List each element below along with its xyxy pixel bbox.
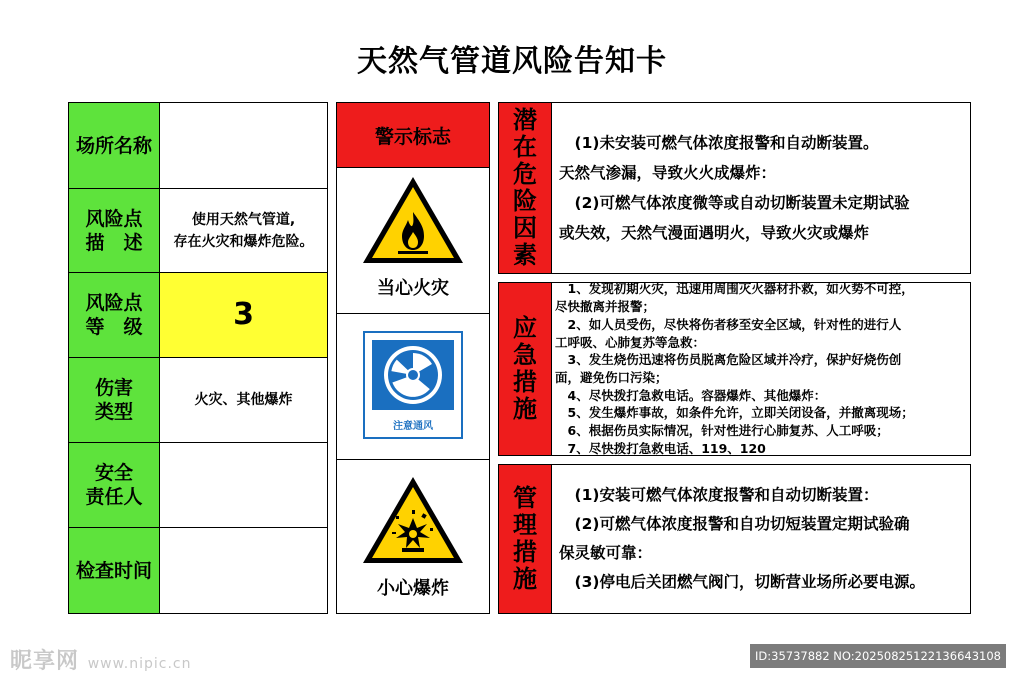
injury-type-value: 火灾、其他爆炸 bbox=[194, 392, 293, 408]
hazard-factors-header: 潜在危险因素 bbox=[499, 103, 552, 273]
management-measures-body: (1)安装可燃气体浓度报警和自动切断装置： (2)可燃气体浓度报警和自功切短装置定期试验确 保灵敏可靠： (3)停电后关团燃气阀门，切断营业场所必要电源。 bbox=[559, 486, 925, 591]
sign-label: 注意通风 bbox=[393, 421, 433, 432]
row-label: 检查时间 bbox=[69, 528, 160, 613]
row-label: 安全 责任人 bbox=[69, 443, 160, 527]
hazard-factors-body: (1)未安装可燃气体浓度报警和自动断装置。 天然气渗漏，导致火火成爆炸： (2)可燃气体浓度微等或自动切断装置未定期试验 或失效，天然气漫面遇明火，导致火灾或爆炸 bbox=[559, 134, 910, 242]
risk-info-table bbox=[68, 102, 328, 614]
table-row-risk-level bbox=[69, 273, 327, 358]
warning-signs-header: 警示标志 bbox=[337, 103, 489, 168]
warning-signs-column bbox=[336, 102, 490, 614]
management-measures-panel bbox=[498, 464, 971, 614]
table-row-place-name bbox=[69, 103, 327, 189]
image-id-bar: ID:35737882 NO:20250825122136643108 bbox=[750, 644, 1006, 668]
table-row-responsible-person bbox=[69, 443, 327, 528]
watermark-brand: 昵享网 bbox=[10, 649, 80, 674]
row-label: 风险点 描 述 bbox=[69, 189, 160, 272]
sign-label: 当心火灾 bbox=[377, 278, 449, 299]
responsible-person-value bbox=[160, 443, 327, 527]
fire-warning-icon bbox=[360, 174, 466, 266]
risk-description-value: 使用天然气管道, 存在火灾和爆炸危险。 bbox=[173, 211, 314, 250]
table-row-risk-description bbox=[69, 189, 327, 273]
page-title: 天然气管道风险告知卡 bbox=[357, 44, 667, 79]
row-label: 风险点 等 级 bbox=[69, 273, 160, 357]
watermark-url: www.nipic.cn bbox=[87, 656, 192, 672]
sign-ventilation bbox=[337, 314, 489, 460]
emergency-measures-panel bbox=[498, 282, 971, 456]
sign-label: 小心爆炸 bbox=[377, 578, 449, 599]
table-row-inspection-time bbox=[69, 528, 327, 613]
row-label: 伤害 类型 bbox=[69, 358, 160, 442]
table-row-injury-type bbox=[69, 358, 327, 443]
sign-explosion bbox=[337, 460, 489, 613]
emergency-measures-header: 应急措施 bbox=[499, 283, 552, 455]
row-label: 场所名称 bbox=[69, 103, 160, 188]
explosion-warning-icon bbox=[360, 474, 466, 566]
hazard-factors-panel bbox=[498, 102, 971, 274]
inspection-time-value bbox=[160, 528, 327, 613]
risk-level-value: 3 bbox=[160, 273, 327, 357]
emergency-measures-body: 1、发现初期火灾，迅速用周围灭火器材扑救，如火势不可控， 尽快撤离并报警； 2、如人员受伤，尽快将伤者移至安全区域，针对性的进行人 工呼吸、心肺复苏等急救： 3、发生烧伤迅速将伤员脱离危险区域并冷疗，保护好烧伤创 面，避免伤口污染； 4、尽快拨打急救电话。容器爆炸、其他爆炸： 5、发生爆炸事故，如条件允许，立即关闭设备，并撤离现场； 6、根据伤员实际情况，针对性进行心肺复苏、人工呼吸； 7、尽快拨打急救电话、119、120 bbox=[555, 281, 914, 456]
sign-fire bbox=[337, 168, 489, 314]
watermark bbox=[10, 644, 191, 675]
place-name-value bbox=[160, 103, 327, 188]
management-measures-header: 管理措施 bbox=[499, 465, 552, 613]
